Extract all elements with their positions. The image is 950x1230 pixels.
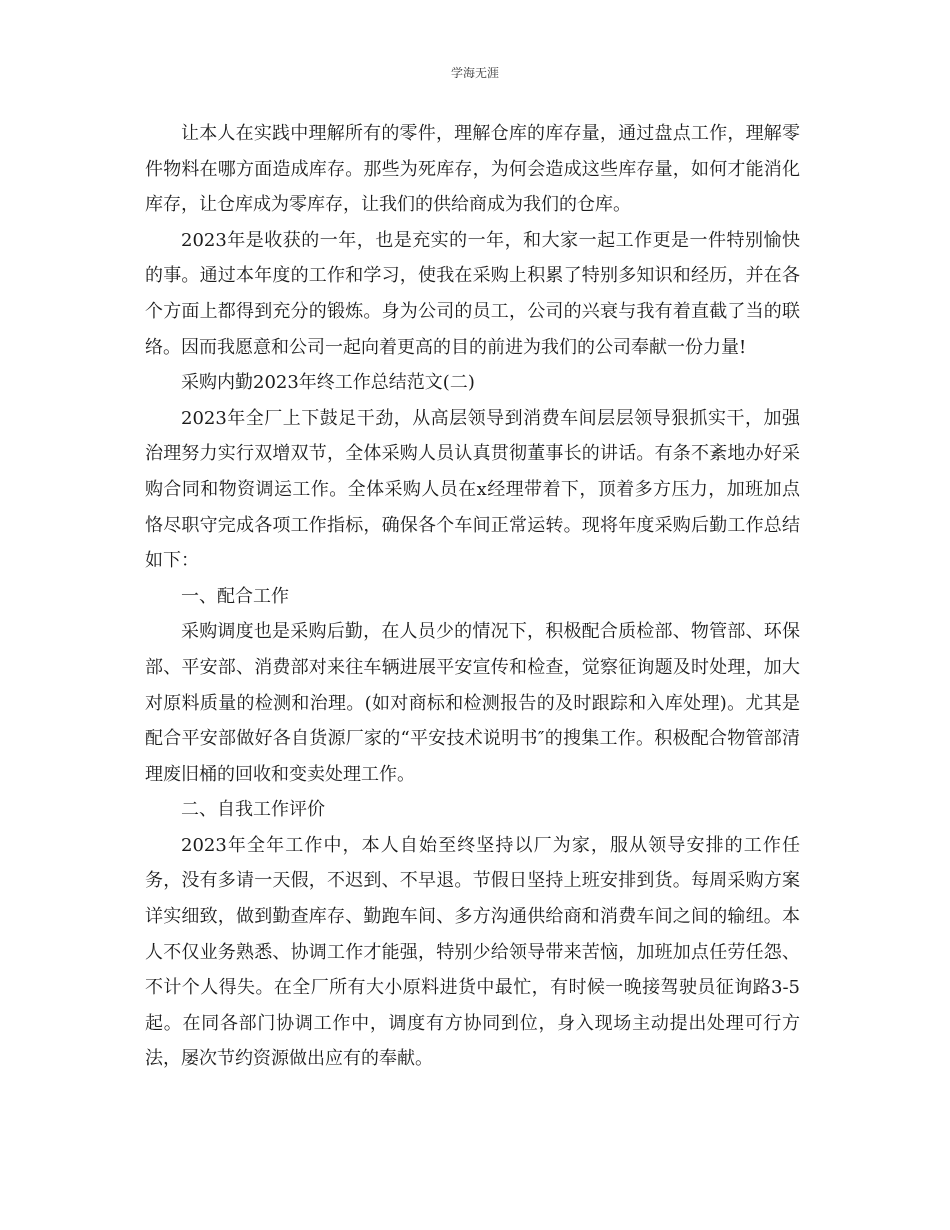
paragraph-year-summary: 2023年是收获的一年，也是充实的一年，和大家一起工作更是一件特别愉快的事。通过本年度的工作和学习，使我在采购上积累了特别多知识和经历，并在各个方面上都得到充分的锻炼。身为公司的员工，公司的兴衰与我有着直截了当的联络。因而我愿意和公司一起向着更高的目的前进为我们的公司奉献一份力量! xyxy=(145,229,800,358)
paragraph-intro: 2023年全厂上下鼓足干劲，从高层领导到消费车间层层领导狠抓实干，加强治理努力实行双增双节，全体采购人员认真贯彻董事长的讲话。有条不紊地办好采购合同和物资调运工作。全体采购人员在x经理带着下，顶着多方压力，加班加点恪尽职守完成各项工作指标，确保各个车间正常运转。现将年度采购后勤工作总结如下： xyxy=(145,407,800,572)
paragraph-cooperation: 采购调度也是采购后勤，在人员少的情况下，积极配合质检部、物管部、环保部、平安部、消费部对来往车辆进展平安宣传和检查，觉察征询题及时处理，加大对原料质量的检测和治理。(如对商标和检测报告的及时跟踪和入库处理)。尤其是配合平安部做好各自货源厂家的“平安技术说明书″的搜集工作。积极配合物管部清理废旧桶的回收和变卖处理工作。 xyxy=(145,621,800,785)
heading-cooperation: 一、配合工作 xyxy=(181,585,289,607)
paragraph-self-evaluation: 2023年全年工作中，本人自始至终坚持以厂为家，服从领导安排的工作任务，没有多请一天假，不迟到、不早退。节假日坚持上班安排到货。每周采购方案详实细致，做到勤查库存、勤跑车间、多方沟通供给商和消费车间之间的输纽。本人不仅业务熟悉、协调工作才能强，特别少给领导带来苦恼，加班加点任劳任怨、不计个人得失。在全厂所有大小原料进货中最忙，有时候一晚接驾驶员征询路3-5起。在同各部门协调工作中，调度有方协同到位，身入现场主动提出处理可行方法，屡次节约资源做出应有的奉献。 xyxy=(145,834,800,1070)
section-title: 采购内勤2023年终工作总结范文(二) xyxy=(181,372,475,394)
page-header: 学海无涯 xyxy=(450,66,499,80)
paragraph-inventory: 让本人在实践中理解所有的零件，理解仓库的库存量，通过盘点工作，理解零件物料在哪方面造成库存。那些为死库存，为何会造成这些库存量，如何才能消化库存，让仓库成为零库存，让我们的供给商成为我们的仓库。 xyxy=(145,123,800,216)
heading-self-evaluation: 二、自我工作评价 xyxy=(181,799,325,821)
document-body xyxy=(145,116,800,1077)
